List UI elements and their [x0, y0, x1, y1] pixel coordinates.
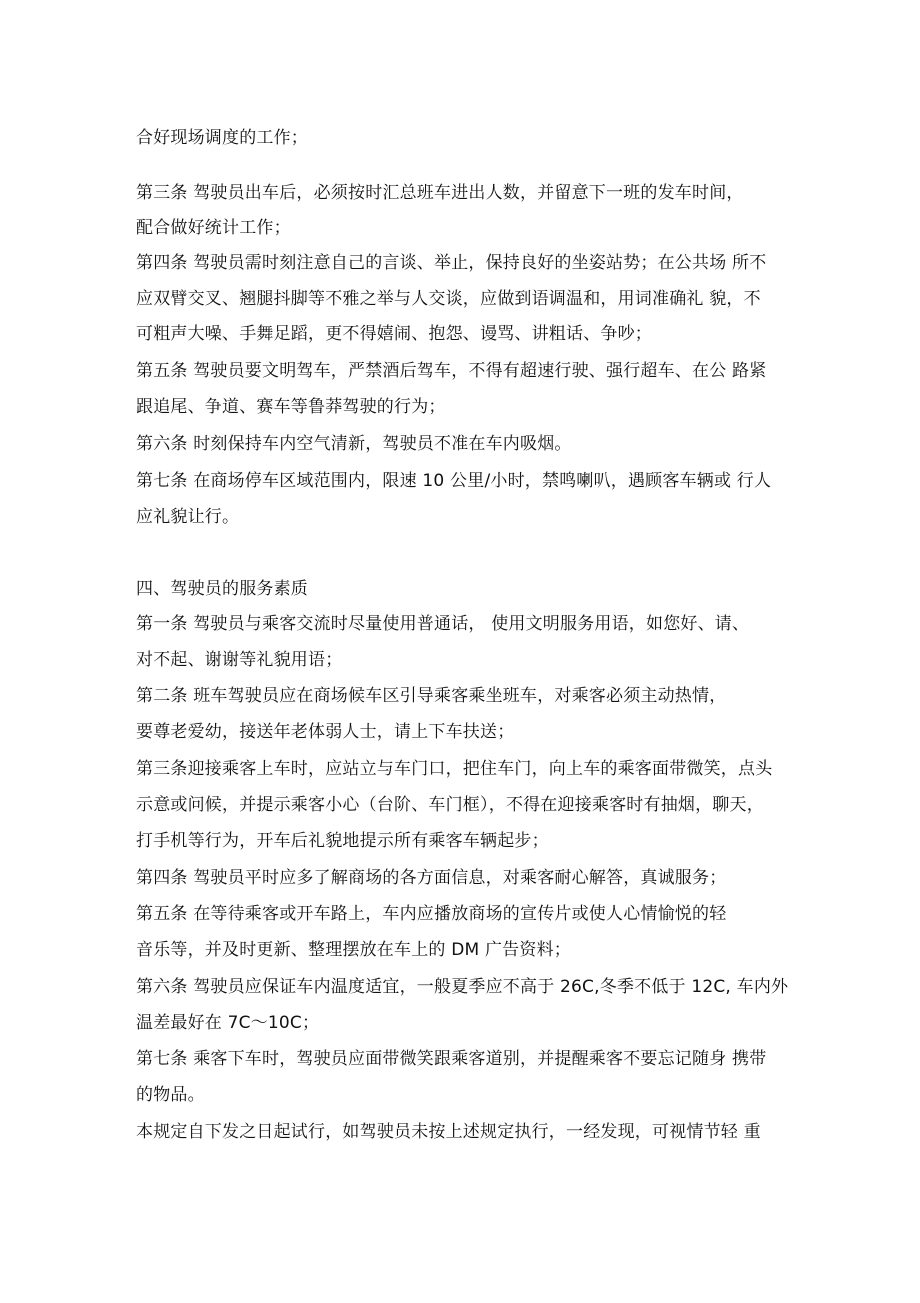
text-line: 示意或问候，并提示乘客小心（台阶、车门框），不得在迎接乘客时有抽烟，聊天， — [136, 795, 764, 815]
text-line: 第六条 时刻保持车内空气清新，驾驶员不准在车内吸烟。 — [136, 434, 572, 454]
text-line: 应双臂交叉、翘腿抖脚等不雅之举与人交谈，应做到语调温和，用词准确礼 貌，不 — [136, 289, 761, 309]
text-line: 第一条 驾驶员与乘客交流时尽量使用普通话， 使用文明服务用语，如您好、请、 — [136, 614, 750, 634]
text-line: 第七条 乘客下车时，驾驶员应面带微笑跟乘客道别，并提醒乘客不要忘记随身 携带 — [136, 1049, 767, 1069]
text-line: 第四条 驾驶员平时应多了解商场的各方面信息，对乘客耐心解答，真诚服务； — [136, 868, 727, 888]
text-line: 应礼貌让行。 — [136, 507, 240, 527]
text-line: 本规定自下发之日起试行，如驾驶员未按上述规定执行，一经发现，可视情节轻 重 — [136, 1122, 761, 1142]
text-line: 可粗声大噪、手舞足蹈，更不得嬉闹、抱怨、谩骂、讲粗话、争吵； — [136, 324, 652, 344]
text-line: 对不起、谢谢等礼貌用语； — [136, 650, 343, 670]
text-line: 合好现场调度的工作； — [136, 128, 308, 148]
text-line: 跟追尾、争道、赛车等鲁莽驾驶的行为； — [136, 397, 446, 417]
text-line: 第五条 驾驶员要文明驾车，严禁酒后驾车，不得有超速行驶、强行超车、在公 路紧 — [136, 361, 767, 381]
text-line: 第三条迎接乘客上车时，应站立与车门口，把住车门，向上车的乘客面带微笑，点头 — [136, 759, 773, 779]
text-line: 第五条 在等待乘客或开车路上，车内应播放商场的宣传片或使人心情愉悦的轻 — [136, 904, 727, 924]
text-line: 打手机等行为，开车后礼貌地提示所有乘客车辆起步； — [136, 831, 549, 851]
text-line: 第六条 驾驶员应保证车内温度适宜，一般夏季应不高于 26C,冬季不低于 12C, 车内外 — [136, 977, 789, 997]
text-line: 配合做好统计工作； — [136, 218, 291, 238]
text-line: 音乐等，并及时更新、整理摆放在车上的 DM 广告资料； — [136, 940, 571, 960]
text-line: 第七条 在商场停车区域范围内，限速 10 公里/小时，禁鸣喇叭，遇顾客车辆或 行人 — [136, 471, 772, 491]
text-line: 的物品。 — [136, 1085, 205, 1105]
text-line: 要尊老爱幼，接送年老体弱人士，请上下车扶送； — [136, 722, 515, 742]
section-heading: 四、驾驶员的服务素质 — [136, 579, 308, 599]
text-line: 第四条 驾驶员需时刻注意自己的言谈、举止，保持良好的坐姿站势；在公共场 所不 — [136, 253, 767, 273]
text-line: 第三条 驾驶员出车后，必须按时汇总班车进出人数，并留意下一班的发车时间， — [136, 183, 744, 203]
text-line: 第二条 班车驾驶员应在商场候车区引导乘客乘坐班车，对乘客必须主动热情， — [136, 686, 727, 706]
text-line: 温差最好在 7C〜10C； — [136, 1013, 320, 1033]
